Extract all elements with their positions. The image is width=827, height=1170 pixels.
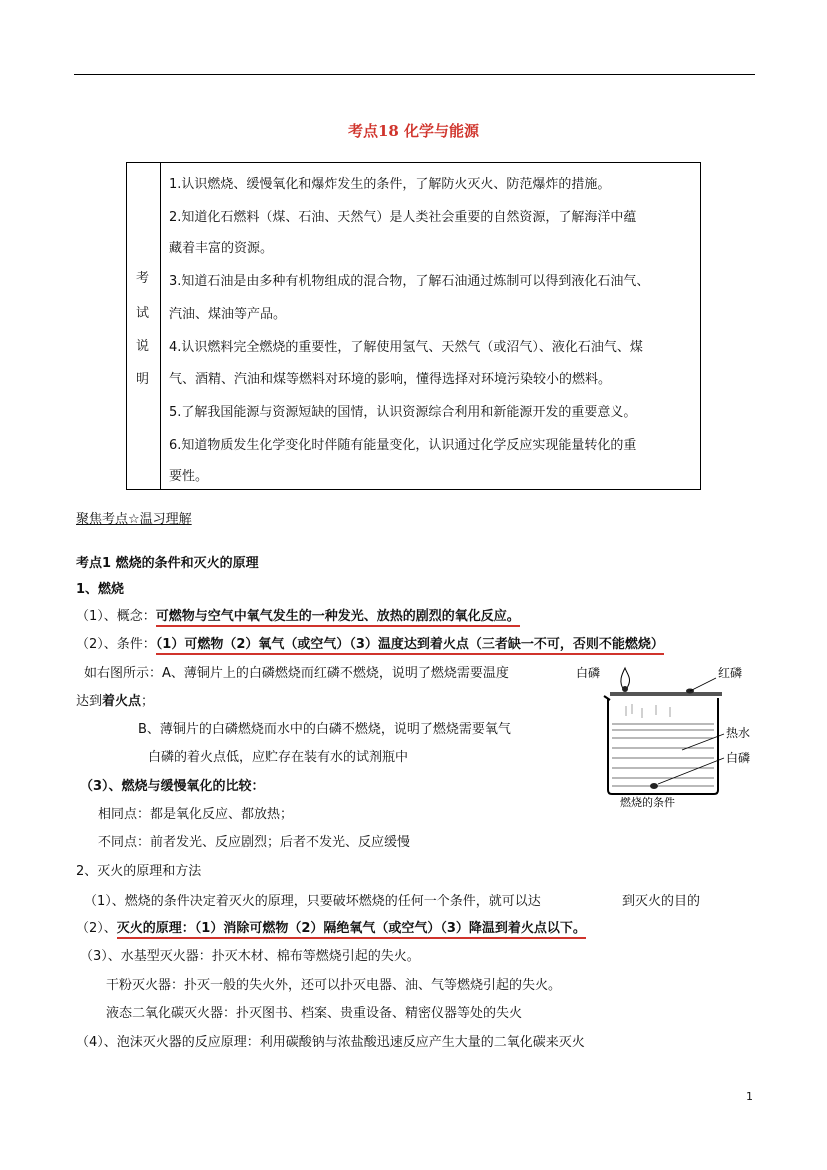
requirement-line: 2.知道化石燃料（煤、石油、天然气）是人类社会重要的自然资源，了解海洋中蕴 — [169, 210, 637, 225]
leader-white-p — [658, 758, 724, 784]
figure-note-b1: B、薄铜片的白磷燃烧而水中的白磷不燃烧，说明了燃烧需要氧气 — [138, 722, 511, 737]
requirement-line: 6.知道物质发生化学变化时伴随有能量变化，认识通过化学反应实现能量转化的重 — [169, 438, 637, 453]
point-title: 考点1 燃烧的条件和灭火的原理 — [76, 556, 259, 571]
requirement-line: 藏着丰富的资源。 — [169, 241, 274, 256]
difference-line: 不同点：前者发光、反应剧烈；后者不发光、反应缓慢 — [98, 835, 411, 850]
subheading-extinguish: 2、灭火的原理和方法 — [76, 864, 202, 879]
requirement-line: 汽油、煤油等产品。 — [169, 307, 287, 322]
label-white-phosphorus-water: 白磷 — [726, 751, 751, 765]
page-number: 1 — [746, 1090, 753, 1103]
similarity-line: 相同点：都是氧化反应、都放热； — [98, 807, 294, 822]
extinguisher-foam: （4）、泡沫灭火器的反应原理：利用碳酸钠与浓盐酸迅速反应产生大量的二氧化碳来灭火 — [76, 1035, 585, 1050]
condition-label: （2）、条件： — [76, 637, 156, 652]
comparison-title: （3）、燃烧与缓慢氧化的比较： — [80, 779, 265, 794]
label-hot-water: 热水 — [726, 726, 751, 740]
label-red-phosphorus: 红磷 — [718, 666, 743, 680]
header-char: 说 — [136, 339, 150, 354]
copper-plate — [610, 692, 722, 696]
note-text: ； — [141, 694, 155, 709]
steam-marks — [626, 704, 670, 718]
condition-line — [76, 633, 664, 652]
extinguish-note-1b: 到灭火的目的 — [622, 894, 701, 909]
label-white-phosphorus-top: 白磷 — [576, 666, 601, 680]
principle-text: 灭火的原理：（1）消除可燃物（2）隔绝氧气（或空气）（3）降温到着火点以下。 — [117, 921, 586, 939]
requirement-line: 1.认识燃烧、缓慢氧化和爆炸发生的条件，了解防火灭火、防范爆炸的措施。 — [169, 177, 611, 192]
extinguisher-powder: 干粉灭火器：扑灭一般的失火外，还可以扑灭电器、油、气等燃烧引起的失火。 — [106, 978, 562, 993]
principle-label: （2）、 — [76, 921, 117, 936]
combustion-figure — [572, 660, 758, 810]
figure-note-a1: 如右图所示：A、薄铜片上的白磷燃烧而红磷不燃烧，说明了燃烧需要温度 — [84, 666, 509, 681]
header-char: 考 — [136, 271, 150, 286]
extinguish-principle-line — [76, 917, 586, 936]
page-title: 考点18 化学与能源 — [347, 122, 480, 140]
figure-note-b2: 白磷的着火点低，应贮存在装有水的试剂瓶中 — [148, 750, 409, 765]
note-bold-text: 着火点 — [102, 694, 142, 709]
extinguisher-water: （3）、水基型灭火器：扑灭木材、棉布等燃烧引起的失火。 — [80, 949, 420, 964]
requirement-line: 4.认识燃料完全燃烧的重要性，了解使用氢气、天然气（或沼气）、液化石油气、煤 — [169, 340, 643, 355]
header-char: 试 — [136, 306, 150, 321]
figure-note-a2 — [76, 690, 154, 709]
requirement-line: 气、酒精、汽油和煤等燃料对环境的影响，懂得选择对环境污染较小的燃料。 — [169, 372, 612, 387]
beaker-illustration — [572, 660, 758, 810]
requirements-header-cell — [127, 163, 161, 489]
figure-caption: 燃烧的条件 — [620, 796, 675, 809]
leader-red-p — [690, 678, 716, 691]
requirement-line: 5.了解我国能源与资源短缺的国情，认识资源综合利用和新能源开发的重要意义。 — [169, 405, 637, 420]
subheading-combustion: 1、燃烧 — [76, 582, 125, 597]
requirement-line: 要性。 — [169, 469, 209, 484]
white-phosphorus-top — [622, 686, 628, 692]
water-lines — [612, 724, 714, 786]
note-text: 达到 — [76, 694, 103, 709]
concept-text: 可燃物与空气中氧气发生的一种发光、放热的剧烈的氧化反应。 — [156, 609, 520, 627]
header-rule — [74, 74, 755, 75]
header-char: 明 — [136, 372, 150, 387]
requirements-table — [126, 162, 701, 490]
concept-line — [76, 605, 520, 624]
concept-label: （1）、概念： — [76, 609, 156, 624]
extinguisher-co2: 液态二氧化碳灭火器：扑灭图书、档案、贵重设备、精密仪器等处的失火 — [106, 1006, 523, 1021]
requirement-line: 3.知道石油是由多种有机物组成的混合物，了解石油通过炼制可以得到液化石油气、 — [169, 274, 650, 289]
section-heading: 聚焦考点☆温习理解 — [76, 512, 192, 527]
beaker — [608, 698, 718, 794]
extinguish-note-1a: （1）、燃烧的条件决定着灭火的原理，只要破坏燃烧的任何一个条件，就可以达 — [84, 894, 541, 909]
white-phosphorus-water — [650, 783, 658, 789]
condition-text: （1）可燃物（2）氧气（或空气）（3）温度达到着火点（三者缺一不可，否则不能燃烧） — [156, 637, 664, 655]
